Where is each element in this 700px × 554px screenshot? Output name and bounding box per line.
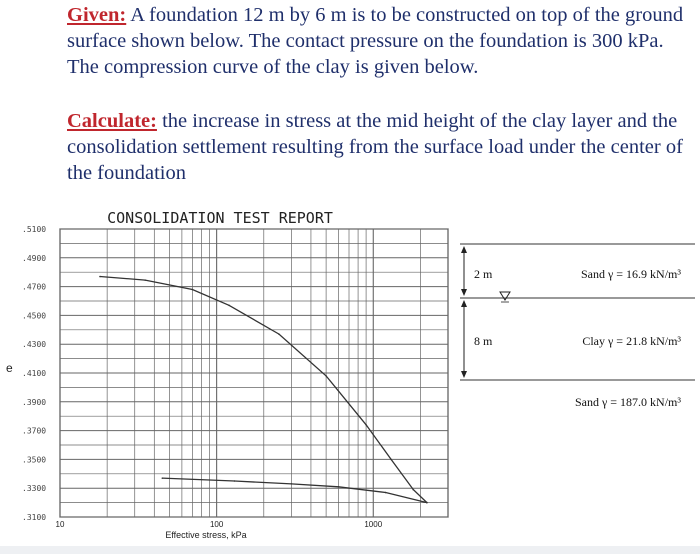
chart-title: CONSOLIDATION TEST REPORT — [107, 209, 333, 227]
data-point — [291, 483, 293, 485]
arrow-up-icon — [461, 246, 467, 253]
x-tick-label: 100 — [209, 520, 224, 529]
data-point — [234, 480, 236, 482]
given-heading: Given: — [67, 4, 127, 26]
y-tick-label: .3500 — [22, 455, 47, 465]
data-point — [385, 492, 387, 494]
water-table-icon — [500, 292, 510, 300]
arrow-down-icon — [461, 371, 467, 378]
y-tick-label: .3300 — [22, 484, 47, 494]
data-point — [228, 305, 230, 307]
x-tick-label: 10 — [55, 520, 65, 529]
arrow-up-icon — [461, 300, 467, 307]
soil-profile — [460, 244, 695, 409]
y-tick-label: .4900 — [22, 253, 47, 263]
y-tick-label: .4700 — [22, 282, 47, 292]
calculate-text: the increase in stress at the mid height of the clay layer and the consolidation settlement resulting from the surface load under the center of the foundation — [67, 110, 683, 184]
y-tick-label: .5100 — [22, 225, 47, 234]
data-point — [99, 276, 101, 278]
sand-thickness: 2 m — [474, 267, 493, 281]
x-tick-labels — [56, 520, 383, 529]
given-text: A foundation 12 m by 6 m is to be constructed on top of the ground surface shown below. The contact pressure on the foundation is 300 kPa. The compression curve of the clay is given below. — [67, 4, 684, 78]
y-axis-label: e — [6, 361, 13, 375]
y-tick-label: .3100 — [22, 513, 47, 522]
lower-sand-layer-label: Sand γ = 187.0 kN/m³ — [574, 395, 681, 409]
unloading-curve — [162, 478, 427, 503]
y-tick-label: .3900 — [22, 397, 47, 407]
data-point — [338, 486, 340, 488]
x-axis-label: Effective stress, kPa — [165, 530, 247, 540]
clay-layer-label: Clay γ = 21.8 kN/m³ — [582, 334, 681, 348]
data-point — [426, 502, 428, 504]
y-tick-label: .4100 — [22, 369, 47, 378]
clay-thickness: 8 m — [474, 334, 493, 348]
x-tick-label: 1000 — [364, 520, 383, 529]
data-point — [162, 477, 164, 479]
chart-grid — [60, 229, 448, 517]
sand-layer-label: Sand γ = 16.9 kN/m³ — [580, 267, 681, 281]
calculate-heading: Calculate: — [67, 110, 157, 132]
given-paragraph — [67, 2, 697, 80]
arrow-down-icon — [461, 289, 467, 296]
data-point — [144, 279, 146, 281]
y-tick-label: .4500 — [22, 311, 47, 321]
data-point — [192, 289, 194, 291]
data-point — [390, 459, 392, 461]
y-tick-label: .3700 — [22, 426, 47, 436]
data-point — [325, 375, 327, 377]
calculate-paragraph — [67, 108, 697, 186]
consolidation-chart — [0, 200, 700, 546]
data-point — [278, 333, 280, 335]
bottom-strip — [0, 546, 700, 554]
data-point — [412, 489, 414, 491]
data-point — [365, 424, 367, 426]
y-tick-labels — [22, 225, 46, 522]
y-tick-label: .4300 — [22, 340, 47, 350]
